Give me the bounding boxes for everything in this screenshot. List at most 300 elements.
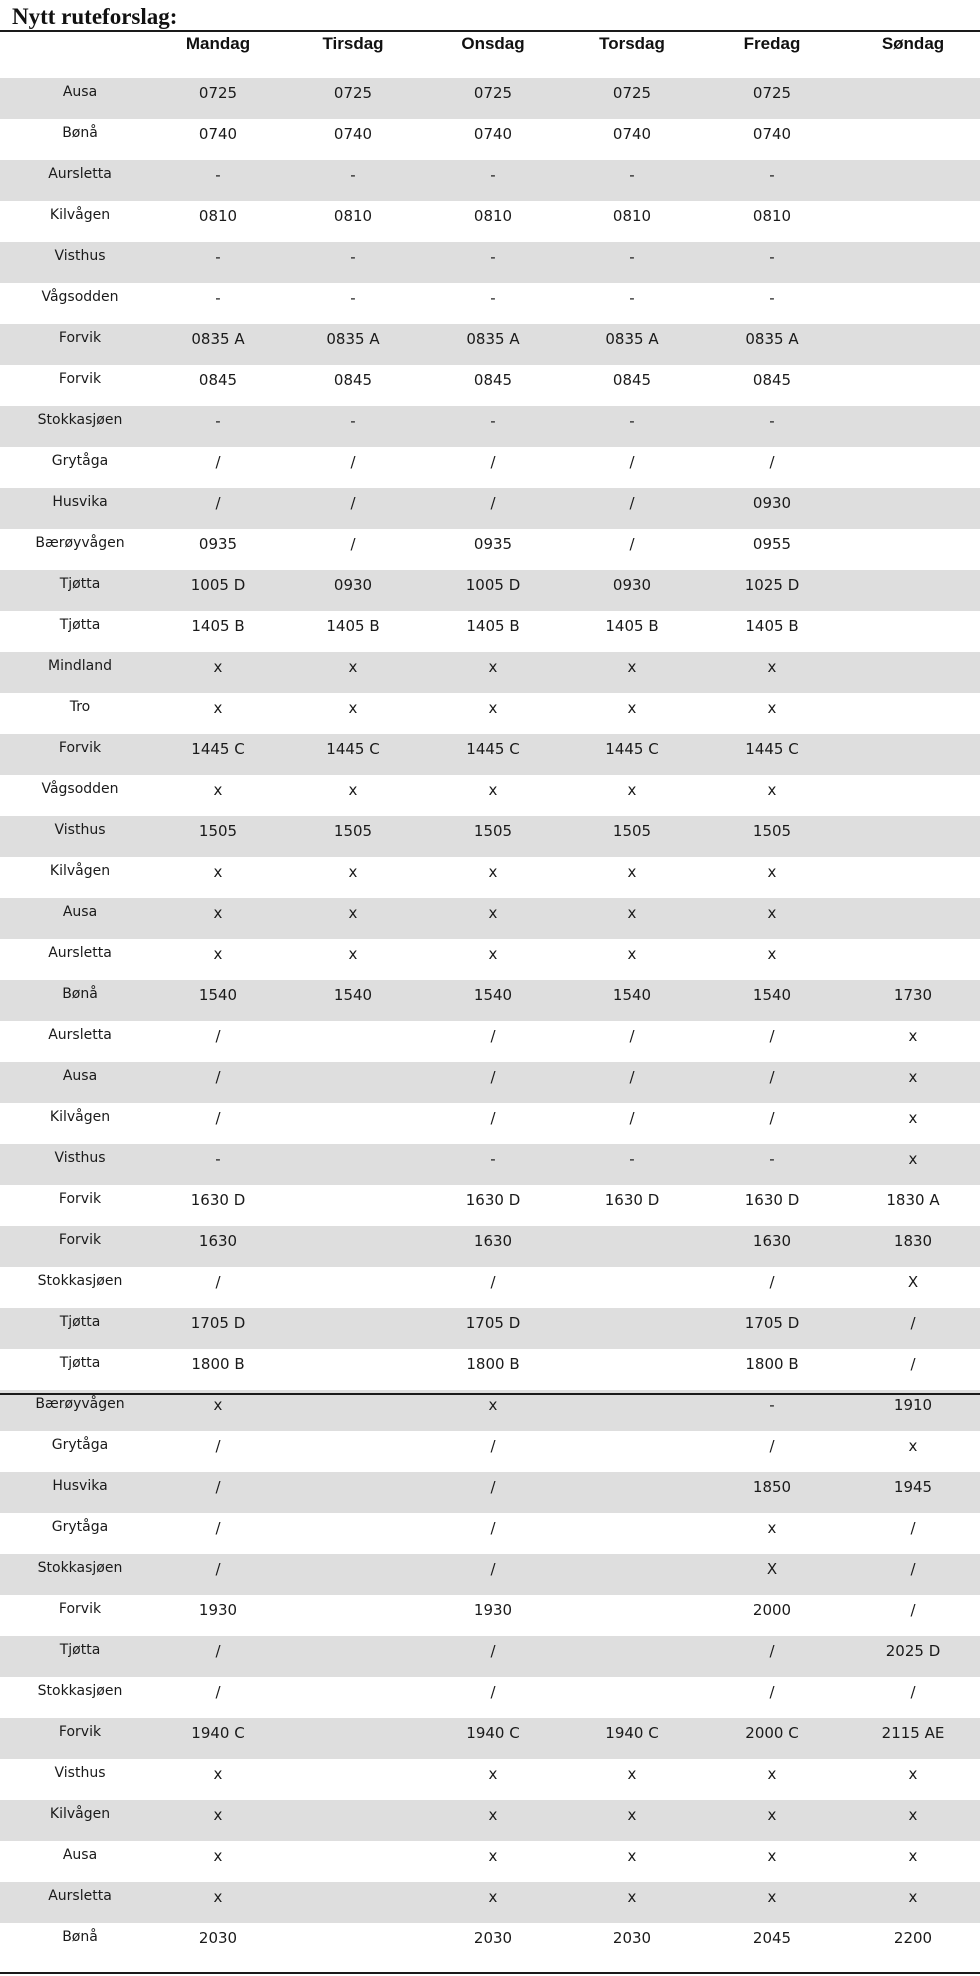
time-cell: / [769,1068,775,1086]
time-cell: 1540 [473,986,513,1004]
time-cell: / [490,453,496,471]
time-cell: - [769,166,775,184]
time-cell: 1405 B [745,617,799,635]
time-cell: - [769,412,775,430]
time-cell: 0740 [333,125,373,143]
time-cell: x [627,699,637,717]
time-cell: 1540 [198,986,238,1004]
time-cell: / [490,1642,496,1660]
time-cell: x [908,1150,918,1168]
time-cell: 1405 B [466,617,520,635]
table-row [0,1882,980,1923]
time-cell: / [910,1519,916,1537]
time-cell: x [488,781,498,799]
time-cell: 0835 A [745,330,799,348]
time-cell: 1850 [752,1478,792,1496]
time-cell: 1830 A [886,1191,940,1209]
time-cell: x [767,945,777,963]
time-cell: / [215,1642,221,1660]
time-cell: 0835 A [326,330,380,348]
time-cell: x [213,1847,223,1865]
time-cell: 1830 [893,1232,933,1250]
section-divider [0,1393,980,1395]
time-cell: 1705 D [190,1314,246,1332]
time-cell: x [767,781,777,799]
stop-name: Tjøtta [59,1355,101,1371]
stop-name: Stokkasjøen [37,1560,123,1576]
time-cell: - [769,1396,775,1414]
stop-name: Kilvågen [49,1806,111,1822]
time-cell: 0845 [612,371,652,389]
time-cell: 0955 [752,535,792,553]
time-cell: x [767,1847,777,1865]
table-row [0,1595,980,1636]
column-header-mandag: Mandag [185,34,251,53]
time-cell: x [908,1437,918,1455]
time-cell: 1630 [198,1232,238,1250]
time-cell: 0935 [198,535,238,553]
time-cell: / [490,1519,496,1537]
time-cell: 1800 B [745,1355,799,1373]
stop-name: Ausa [62,84,98,100]
time-cell: 1940 C [191,1724,245,1742]
time-cell: x [488,945,498,963]
table-row [0,1185,980,1226]
time-cell: - [215,166,221,184]
time-cell: x [767,699,777,717]
table-row [0,1554,980,1595]
table-row [0,1226,980,1267]
time-cell: / [910,1601,916,1619]
time-cell: x [213,863,223,881]
time-cell: 0810 [473,207,513,225]
stop-name: Aursletta [48,945,112,961]
time-cell: / [769,1109,775,1127]
time-cell: / [769,1437,775,1455]
time-cell: / [769,1027,775,1045]
time-cell: - [350,289,356,307]
time-cell: 2115 AE [881,1724,945,1742]
table-row [0,611,980,652]
table-row [0,488,980,529]
time-cell: / [215,1478,221,1496]
time-cell: 1940 C [466,1724,520,1742]
stop-name: Visthus [54,1150,106,1166]
table-row [0,119,980,160]
stop-name: Tjøtta [59,576,101,592]
table-row [0,324,980,365]
stop-name: Husvika [52,1478,108,1494]
time-cell: 1445 C [605,740,659,758]
stop-name: Aursletta [48,1027,112,1043]
time-cell: x [767,904,777,922]
time-cell: / [629,453,635,471]
stop-name: Bærøyvågen [35,1396,125,1412]
time-cell: x [488,1847,498,1865]
time-cell: 0725 [333,84,373,102]
time-cell: x [213,1888,223,1906]
time-cell: - [215,248,221,266]
time-cell: x [627,1847,637,1865]
time-cell: 0845 [333,371,373,389]
table-row [0,1923,980,1964]
time-cell: x [627,658,637,676]
time-cell: - [490,1150,496,1168]
table-row [0,1308,980,1349]
time-cell: 0835 A [605,330,659,348]
time-cell: 2000 C [745,1724,799,1742]
time-cell: x [908,1888,918,1906]
time-cell: 1945 [893,1478,933,1496]
time-cell: 1930 [473,1601,513,1619]
time-cell: x [908,1027,918,1045]
time-cell: x [488,904,498,922]
time-cell: x [348,781,358,799]
time-cell: - [629,248,635,266]
time-cell: 1800 B [466,1355,520,1373]
time-cell: - [629,289,635,307]
stop-name: Forvik [58,330,102,346]
stop-name: Vågsodden [41,289,119,305]
time-cell: 1445 C [466,740,520,758]
time-cell: / [490,1273,496,1291]
time-cell: x [348,904,358,922]
time-cell: 1505 [612,822,652,840]
time-cell: x [767,1806,777,1824]
time-cell: 0725 [198,84,238,102]
time-cell: x [213,699,223,717]
time-cell: / [490,1560,496,1578]
table-row [0,1267,980,1308]
table-row [0,1349,980,1390]
stop-name: Husvika [52,494,108,510]
time-cell: 1005 D [190,576,246,594]
stop-name: Visthus [54,1765,106,1781]
time-cell: / [490,494,496,512]
time-cell: 1445 C [326,740,380,758]
time-cell: 1730 [893,986,933,1004]
time-cell: x [627,1765,637,1783]
time-cell: 1540 [333,986,373,1004]
time-cell: / [629,1109,635,1127]
time-cell: 2000 [752,1601,792,1619]
time-cell: 2030 [198,1929,238,1947]
time-cell: - [215,412,221,430]
table-row [0,734,980,775]
time-cell: 0930 [612,576,652,594]
time-cell: 0810 [198,207,238,225]
time-cell: 2025 D [885,1642,941,1660]
table-row [0,1800,980,1841]
time-cell: / [215,1273,221,1291]
time-cell: x [627,781,637,799]
stop-name: Tjøtta [59,1314,101,1330]
table-row [0,570,980,611]
time-cell: / [490,1478,496,1496]
time-cell: / [910,1683,916,1701]
column-header-onsdag: Onsdag [461,34,525,53]
stop-name: Ausa [62,1068,98,1084]
time-cell: 1800 B [191,1355,245,1373]
time-cell: x [213,781,223,799]
table-row [0,447,980,488]
stop-name: Stokkasjøen [37,1273,123,1289]
time-cell: x [627,863,637,881]
time-cell: - [629,1150,635,1168]
stop-name: Tro [69,699,91,715]
stop-name: Forvik [58,1232,102,1248]
table-row [0,652,980,693]
column-header-tirsdag: Tirsdag [322,34,384,53]
time-cell: - [769,1150,775,1168]
column-header-sondag: Søndag [881,34,945,53]
time-cell: x [213,658,223,676]
time-cell: / [350,535,356,553]
time-cell: / [910,1355,916,1373]
stop-name: Forvik [58,371,102,387]
stop-name: Mindland [48,658,112,674]
time-cell: / [215,1519,221,1537]
time-cell: x [488,658,498,676]
time-cell: x [488,1396,498,1414]
stop-name: Tjøtta [59,1642,101,1658]
time-cell: 0845 [752,371,792,389]
time-cell: - [490,166,496,184]
time-cell: - [490,248,496,266]
table-row [0,1513,980,1554]
column-header-fredag: Fredag [743,34,801,53]
stop-name: Bønå [62,986,98,1002]
time-cell: / [769,1683,775,1701]
stop-name: Stokkasjøen [37,412,123,428]
time-cell: 0740 [612,125,652,143]
time-cell: - [350,248,356,266]
stop-name: Grytåga [51,453,109,469]
time-cell: 0930 [333,576,373,594]
time-cell: 2045 [752,1929,792,1947]
time-cell: 0725 [752,84,792,102]
time-cell: 1445 C [191,740,245,758]
time-cell: / [769,1642,775,1660]
table-row [0,1759,980,1800]
table-row [0,1718,980,1759]
time-cell: 1630 D [190,1191,246,1209]
time-cell: x [488,699,498,717]
time-cell: 0740 [198,125,238,143]
stop-name: Tjøtta [59,617,101,633]
table-row [0,160,980,201]
stop-name: Kilvågen [49,207,111,223]
time-cell: / [910,1314,916,1332]
time-cell: x [488,1765,498,1783]
time-cell: x [213,904,223,922]
time-cell: 0810 [752,207,792,225]
time-cell: / [215,1068,221,1086]
time-cell: 1630 D [465,1191,521,1209]
time-cell: / [215,453,221,471]
stop-name: Forvik [58,1191,102,1207]
stop-name: Ausa [62,1847,98,1863]
time-cell: x [213,1765,223,1783]
time-cell: / [629,535,635,553]
time-cell: x [627,945,637,963]
time-cell: 1505 [473,822,513,840]
time-cell: - [629,166,635,184]
time-cell: 1405 B [605,617,659,635]
table-row [0,365,980,406]
time-cell: X [766,1560,778,1578]
time-cell: 0725 [473,84,513,102]
time-cell: 0725 [612,84,652,102]
table-bottom-rule [0,1972,980,1974]
stop-name: Bønå [62,1929,98,1945]
table-row [0,78,980,119]
table-row [0,1677,980,1718]
time-cell: 1630 [752,1232,792,1250]
time-cell: 0835 A [466,330,520,348]
table-row [0,201,980,242]
time-cell: 1405 B [191,617,245,635]
time-cell: 1445 C [745,740,799,758]
time-cell: 1505 [333,822,373,840]
time-cell: 1630 [473,1232,513,1250]
table-row [0,1144,980,1185]
time-cell: / [490,1683,496,1701]
time-cell: / [629,494,635,512]
time-cell: x [348,945,358,963]
time-cell: 1540 [612,986,652,1004]
time-cell: 1630 D [744,1191,800,1209]
time-cell: / [769,1273,775,1291]
stop-name: Grytåga [51,1519,109,1535]
time-cell: 2030 [612,1929,652,1947]
time-cell: x [767,658,777,676]
time-cell: / [910,1560,916,1578]
stop-name: Aursletta [48,1888,112,1904]
time-cell: x [767,1888,777,1906]
stop-name: Bærøyvågen [35,535,125,551]
time-cell: 1540 [752,986,792,1004]
time-cell: / [490,1109,496,1127]
table-row [0,529,980,570]
time-cell: / [350,494,356,512]
stop-name: Bønå [62,125,98,141]
time-cell: 0845 [473,371,513,389]
table-row [0,1062,980,1103]
time-cell: / [215,1027,221,1045]
time-cell: 0835 A [191,330,245,348]
stop-name: Visthus [54,822,106,838]
table-row [0,1390,980,1431]
time-cell: - [769,289,775,307]
time-cell: x [348,658,358,676]
time-cell: x [627,904,637,922]
table-row [0,406,980,447]
time-cell: 1705 D [465,1314,521,1332]
stop-name: Aursletta [48,166,112,182]
table-row [0,1431,980,1472]
column-header-torsdag: Torsdag [599,34,665,53]
time-cell: x [908,1109,918,1127]
time-cell: - [350,412,356,430]
time-cell: 2030 [473,1929,513,1947]
time-cell: - [490,412,496,430]
stop-name: Visthus [54,248,106,264]
time-cell: x [908,1068,918,1086]
time-cell: x [908,1765,918,1783]
stop-name: Kilvågen [49,863,111,879]
table-row [0,693,980,734]
time-cell: / [215,1109,221,1127]
stop-name: Grytåga [51,1437,109,1453]
time-cell: - [769,248,775,266]
time-cell: x [488,1888,498,1906]
table-row [0,980,980,1021]
time-cell: / [629,1068,635,1086]
stop-name: Forvik [58,1724,102,1740]
time-cell: x [627,1806,637,1824]
table-row [0,1636,980,1677]
time-cell: / [215,1560,221,1578]
stop-name: Forvik [58,1601,102,1617]
table-row [0,242,980,283]
stop-name: Forvik [58,740,102,756]
time-cell: 1705 D [744,1314,800,1332]
time-cell: x [348,699,358,717]
table-row [0,939,980,980]
time-cell: 1025 D [744,576,800,594]
time-cell: / [769,453,775,471]
time-cell: / [215,494,221,512]
time-cell: - [215,1150,221,1168]
table-row [0,775,980,816]
time-cell: 0935 [473,535,513,553]
table-row [0,1021,980,1062]
time-cell: 1940 C [605,1724,659,1742]
time-cell: x [213,1806,223,1824]
time-cell: x [908,1847,918,1865]
stop-name: Kilvågen [49,1109,111,1125]
time-cell: 0810 [612,207,652,225]
time-cell: / [215,1437,221,1455]
table-row [0,816,980,857]
table-header [0,30,980,60]
table-row [0,1841,980,1882]
time-cell: 1505 [752,822,792,840]
time-cell: 0930 [752,494,792,512]
time-cell: / [350,453,356,471]
time-cell: x [767,1765,777,1783]
time-cell: x [488,1806,498,1824]
time-cell: x [627,1888,637,1906]
time-cell: 1405 B [326,617,380,635]
time-cell: x [213,945,223,963]
time-cell: x [767,863,777,881]
stop-name: Ausa [62,904,98,920]
table-row [0,857,980,898]
time-cell: x [767,1519,777,1537]
stop-name: Stokkasjøen [37,1683,123,1699]
time-cell: 1005 D [465,576,521,594]
time-cell: 1930 [198,1601,238,1619]
time-cell: x [348,863,358,881]
time-cell: x [488,863,498,881]
time-cell: x [908,1806,918,1824]
time-cell: 0740 [473,125,513,143]
time-cell: 0810 [333,207,373,225]
page-title: Nytt ruteforslag: [12,4,178,29]
time-cell: x [213,1396,223,1414]
